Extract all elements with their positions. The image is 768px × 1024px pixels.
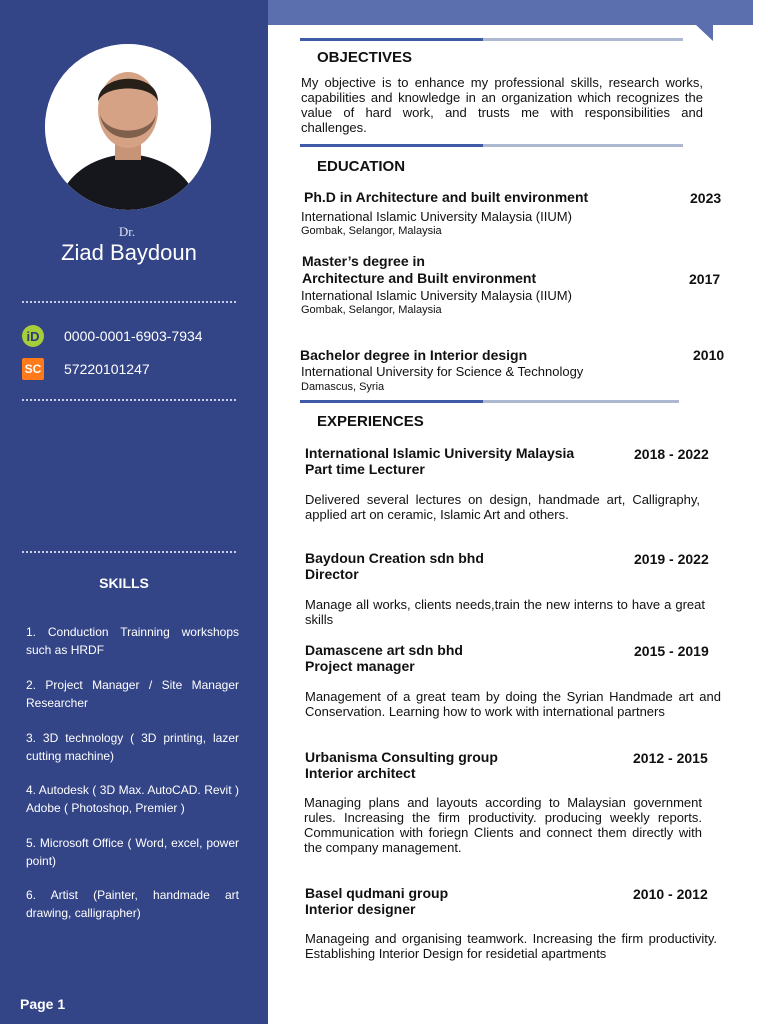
degree-title: Bachelor degree in Interior design <box>300 347 528 363</box>
orcid-icon: iD <box>22 325 44 347</box>
section-rule <box>300 38 683 41</box>
experience-years: 2018 - 2022 <box>634 446 709 462</box>
degree-title: Ph.D in Architecture and built environment <box>304 189 589 205</box>
degree-location: Gombak, Selangor, Malaysia <box>301 225 442 237</box>
experience-desc: Management of a great team by doing the Syrian Handmade art and Conservation. Learning how to work with international partners <box>305 689 721 719</box>
experience-years: 2012 - 2015 <box>633 750 708 766</box>
experience-years: 2015 - 2019 <box>634 643 709 659</box>
degree-year: 2017 <box>689 271 721 287</box>
education-heading: EDUCATION <box>317 158 406 175</box>
profile-photo <box>45 44 211 210</box>
section-rule <box>300 400 679 403</box>
page-number: Page 1 <box>20 996 66 1012</box>
full-name: Ziad Baydoun <box>61 240 197 265</box>
skill-item: 6. Artist (Painter, handmade art drawing, calligrapher) <box>26 888 239 920</box>
skill-item: 5. Microsoft Office ( Word, excel, power point) <box>26 836 239 868</box>
title-prefix: Dr. <box>118 224 136 239</box>
experience-desc: Manageing and organising teamwork. Increasing the firm productivity. Establishing Interior Design for residetial apartments <box>305 931 717 961</box>
experience-years: 2019 - 2022 <box>634 551 709 567</box>
objectives-text: My objective is to enhance my professional skills, research works, capabilities and knowledge in an organization which recognizes the value of hard work, and trusts me with responsibilities and challenges. <box>301 75 703 135</box>
degree-school: International Islamic University Malaysia (IIUM) <box>301 288 572 303</box>
experience-role: Part time Lecturer <box>305 461 425 477</box>
scopus-id: 57220101247 <box>64 361 150 377</box>
experience-org: Damascene art sdn bhd <box>305 642 463 658</box>
objectives-heading: OBJECTIVES <box>317 49 413 66</box>
degree-title: Master’s degree in <box>302 253 425 269</box>
degree-location: Gombak, Selangor, Malaysia <box>301 304 442 316</box>
skill-item: 4. Autodesk ( 3D Max. AutoCAD. Revit ) Adobe ( Photoshop, Premier ) <box>26 783 239 815</box>
skills-heading: SKILLS <box>99 575 149 591</box>
degree-school: International University for Science & Technology <box>301 364 584 379</box>
skill-item: 3. 3D technology ( 3D printing, lazer cutting machine) <box>26 731 239 763</box>
divider <box>22 301 236 303</box>
header-bar <box>268 0 753 25</box>
scopus-row <box>22 358 150 380</box>
skill-item: 1. Conduction Trainning workshops such as HRDF <box>26 625 239 657</box>
experience-desc: Managing plans and layouts according to Malaysian government rules. Increasing the firm productivity. producing weekly reports. Communication with foriegn Clients and connect them directly with the company management. <box>304 795 702 855</box>
experience-org: International Islamic University Malaysia <box>305 445 575 461</box>
divider <box>22 551 236 553</box>
divider <box>22 399 236 401</box>
skill-item: 2. Project Manager / Site Manager Researcher <box>26 678 239 710</box>
orcid-row <box>22 325 203 347</box>
scopus-icon: SC <box>22 358 44 380</box>
sidebar <box>0 0 268 1024</box>
degree-year: 2023 <box>690 190 722 206</box>
experience-org: Baydoun Creation sdn bhd <box>305 550 484 566</box>
section-rule <box>300 144 683 147</box>
experience-desc: Delivered several lectures on design, handmade art, Calligraphy, applied art on ceramic, Islamic Art and others. <box>305 492 700 522</box>
degree-title: Architecture and Built environment <box>302 270 537 286</box>
orcid-id: 0000-0001-6903-7934 <box>64 328 203 344</box>
experience-role: Interior designer <box>305 901 416 917</box>
degree-location: Damascus, Syria <box>301 381 385 393</box>
degree-school: International Islamic University Malaysia (IIUM) <box>301 209 572 224</box>
experience-org: Urbanisma Consulting group <box>305 749 498 765</box>
experience-desc: Manage all works, clients needs,train the new interns to have a great skills <box>305 597 705 627</box>
experience-org: Basel qudmani group <box>305 885 449 901</box>
experience-role: Interior architect <box>305 765 416 781</box>
experience-years: 2010 - 2012 <box>633 886 708 902</box>
experiences-heading: EXPERIENCES <box>317 413 424 430</box>
degree-year: 2010 <box>693 347 725 363</box>
header-bar-tail <box>696 25 713 41</box>
experience-role: Project manager <box>305 658 415 674</box>
experience-role: Director <box>305 566 359 582</box>
